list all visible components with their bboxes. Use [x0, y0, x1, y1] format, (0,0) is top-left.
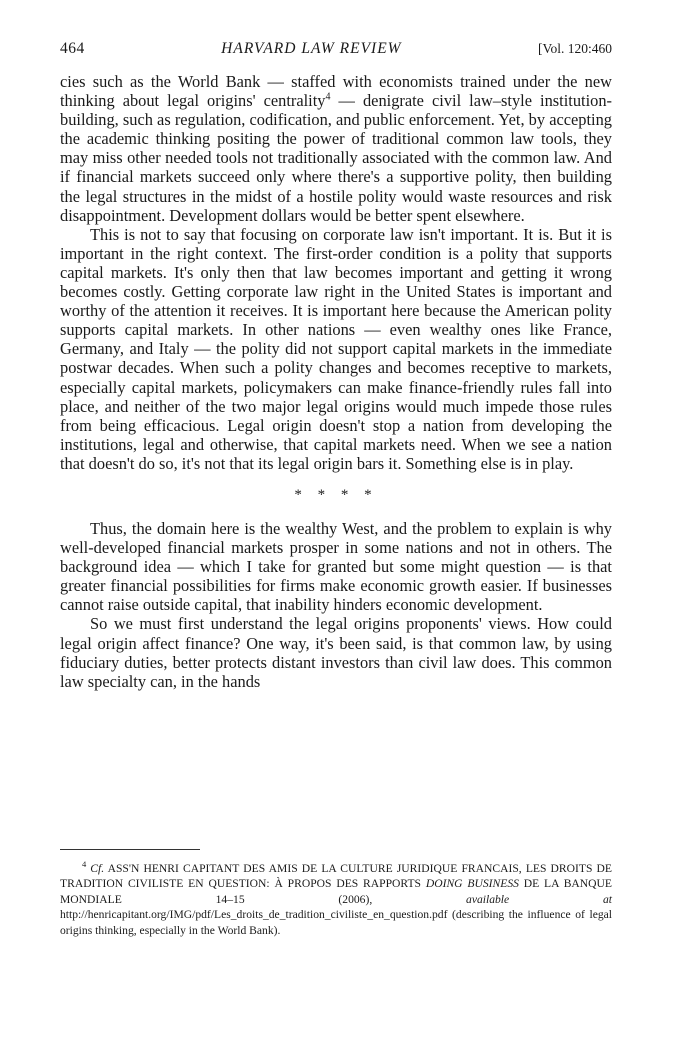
paragraph-1 [60, 72, 612, 225]
body-text [60, 72, 612, 691]
footnote-signal: Cf. [90, 861, 105, 875]
footnote-author: ASS'N HENRI CAPITANT DES AMIS DE LA CULTURE JURIDIQUE FRANCAIS, LES DROITS DE TRADITION CIVILISTE EN QUESTION: À PROPOS DES RAPPORTS [60, 861, 612, 891]
footnote-4 [60, 857, 612, 938]
paragraph-3: Thus, the domain here is the wealthy West, and the problem to explain is why well-developed financial markets prosper in some nations and not in others. The background idea — which I take for granted but some might question — is that greater financial possibilities for firms make economic growth easier. If businesses cannot raise outside capital, that inability hinders economic development. [60, 518, 612, 615]
footnote-url-and-parenthetical[interactable]: http://henricapitant.org/IMG/pdf/Les_droits_de_tradition_civiliste_en_question.pdf (describing the influence of legal origins thinking, especially in the World Bank). [60, 908, 612, 937]
section-break: * * * * [294, 486, 378, 503]
volume-citation: [Vol. 120:460 [537, 41, 612, 56]
footnote-publication: DE LA BANQUE MONDIALE 14–15 (2006), [60, 877, 612, 906]
journal-title: HARVARD LAW REVIEW [221, 40, 402, 57]
footnote-available-at: available at [466, 892, 612, 906]
paragraph-1-part-b: — denigrate civil law–style institution-building, such as regulation, codification, and public enforcement. Yet, by accepting the academic thinking positing the power of traditional common law tools, they may miss other needed tools not traditionally associated with the common law. And if financial markets succeed only where there's a supportive polity, then building the legal structures in the midst of a hostile polity would waste resources and risk disappointment. Development dollars would be better spent elsewhere. [60, 91, 612, 225]
paragraph-4: So we must first understand the legal origins proponents' views. How could legal origin affect finance? One way, it's been said, is that common law, by using fiduciary duties, better protects distant investors than civil law does. This common law specialty can, in the hands [60, 614, 612, 691]
paragraph-1-part-a: cies such as the World Bank — staffed with economists trained under the new thinking about legal origins' centrality [60, 72, 612, 111]
page-number: 464 [60, 40, 85, 57]
footnote-number: 4 [82, 859, 87, 869]
paragraph-2: This is not to say that focusing on corporate law isn't important. It is. But it is important in the right context. The first-order condition is a polity that supports capital markets. It's only then that law becomes important and getting it wrong becomes costly. Getting corporate law right in the United States is important and worthy of the attention it receives. It is important here because the American polity supports capital markets. In other nations — even wealthy ones like France, Germany, and Italy — the polity did not support capital markets in the immediate postwar decades. When such a polity changes and becomes receptive to markets, especially capital markets, policymakers can make finance-friendly rules fall into place, and neither of the two major legal origins would much impede those rules from being efficacious. Legal origin doesn't stop a nation from developing the institutions, legal and otherwise, that capital markets need. When we see a nation that doesn't do so, it's not that its legal origin bars it. Something else is in play. [60, 224, 612, 473]
running-header [60, 40, 612, 62]
footnote-report-title: DOING BUSINESS [425, 877, 519, 891]
page [60, 40, 612, 691]
footnote-reference[interactable]: 4 [325, 91, 331, 103]
footnote-divider [60, 849, 200, 850]
